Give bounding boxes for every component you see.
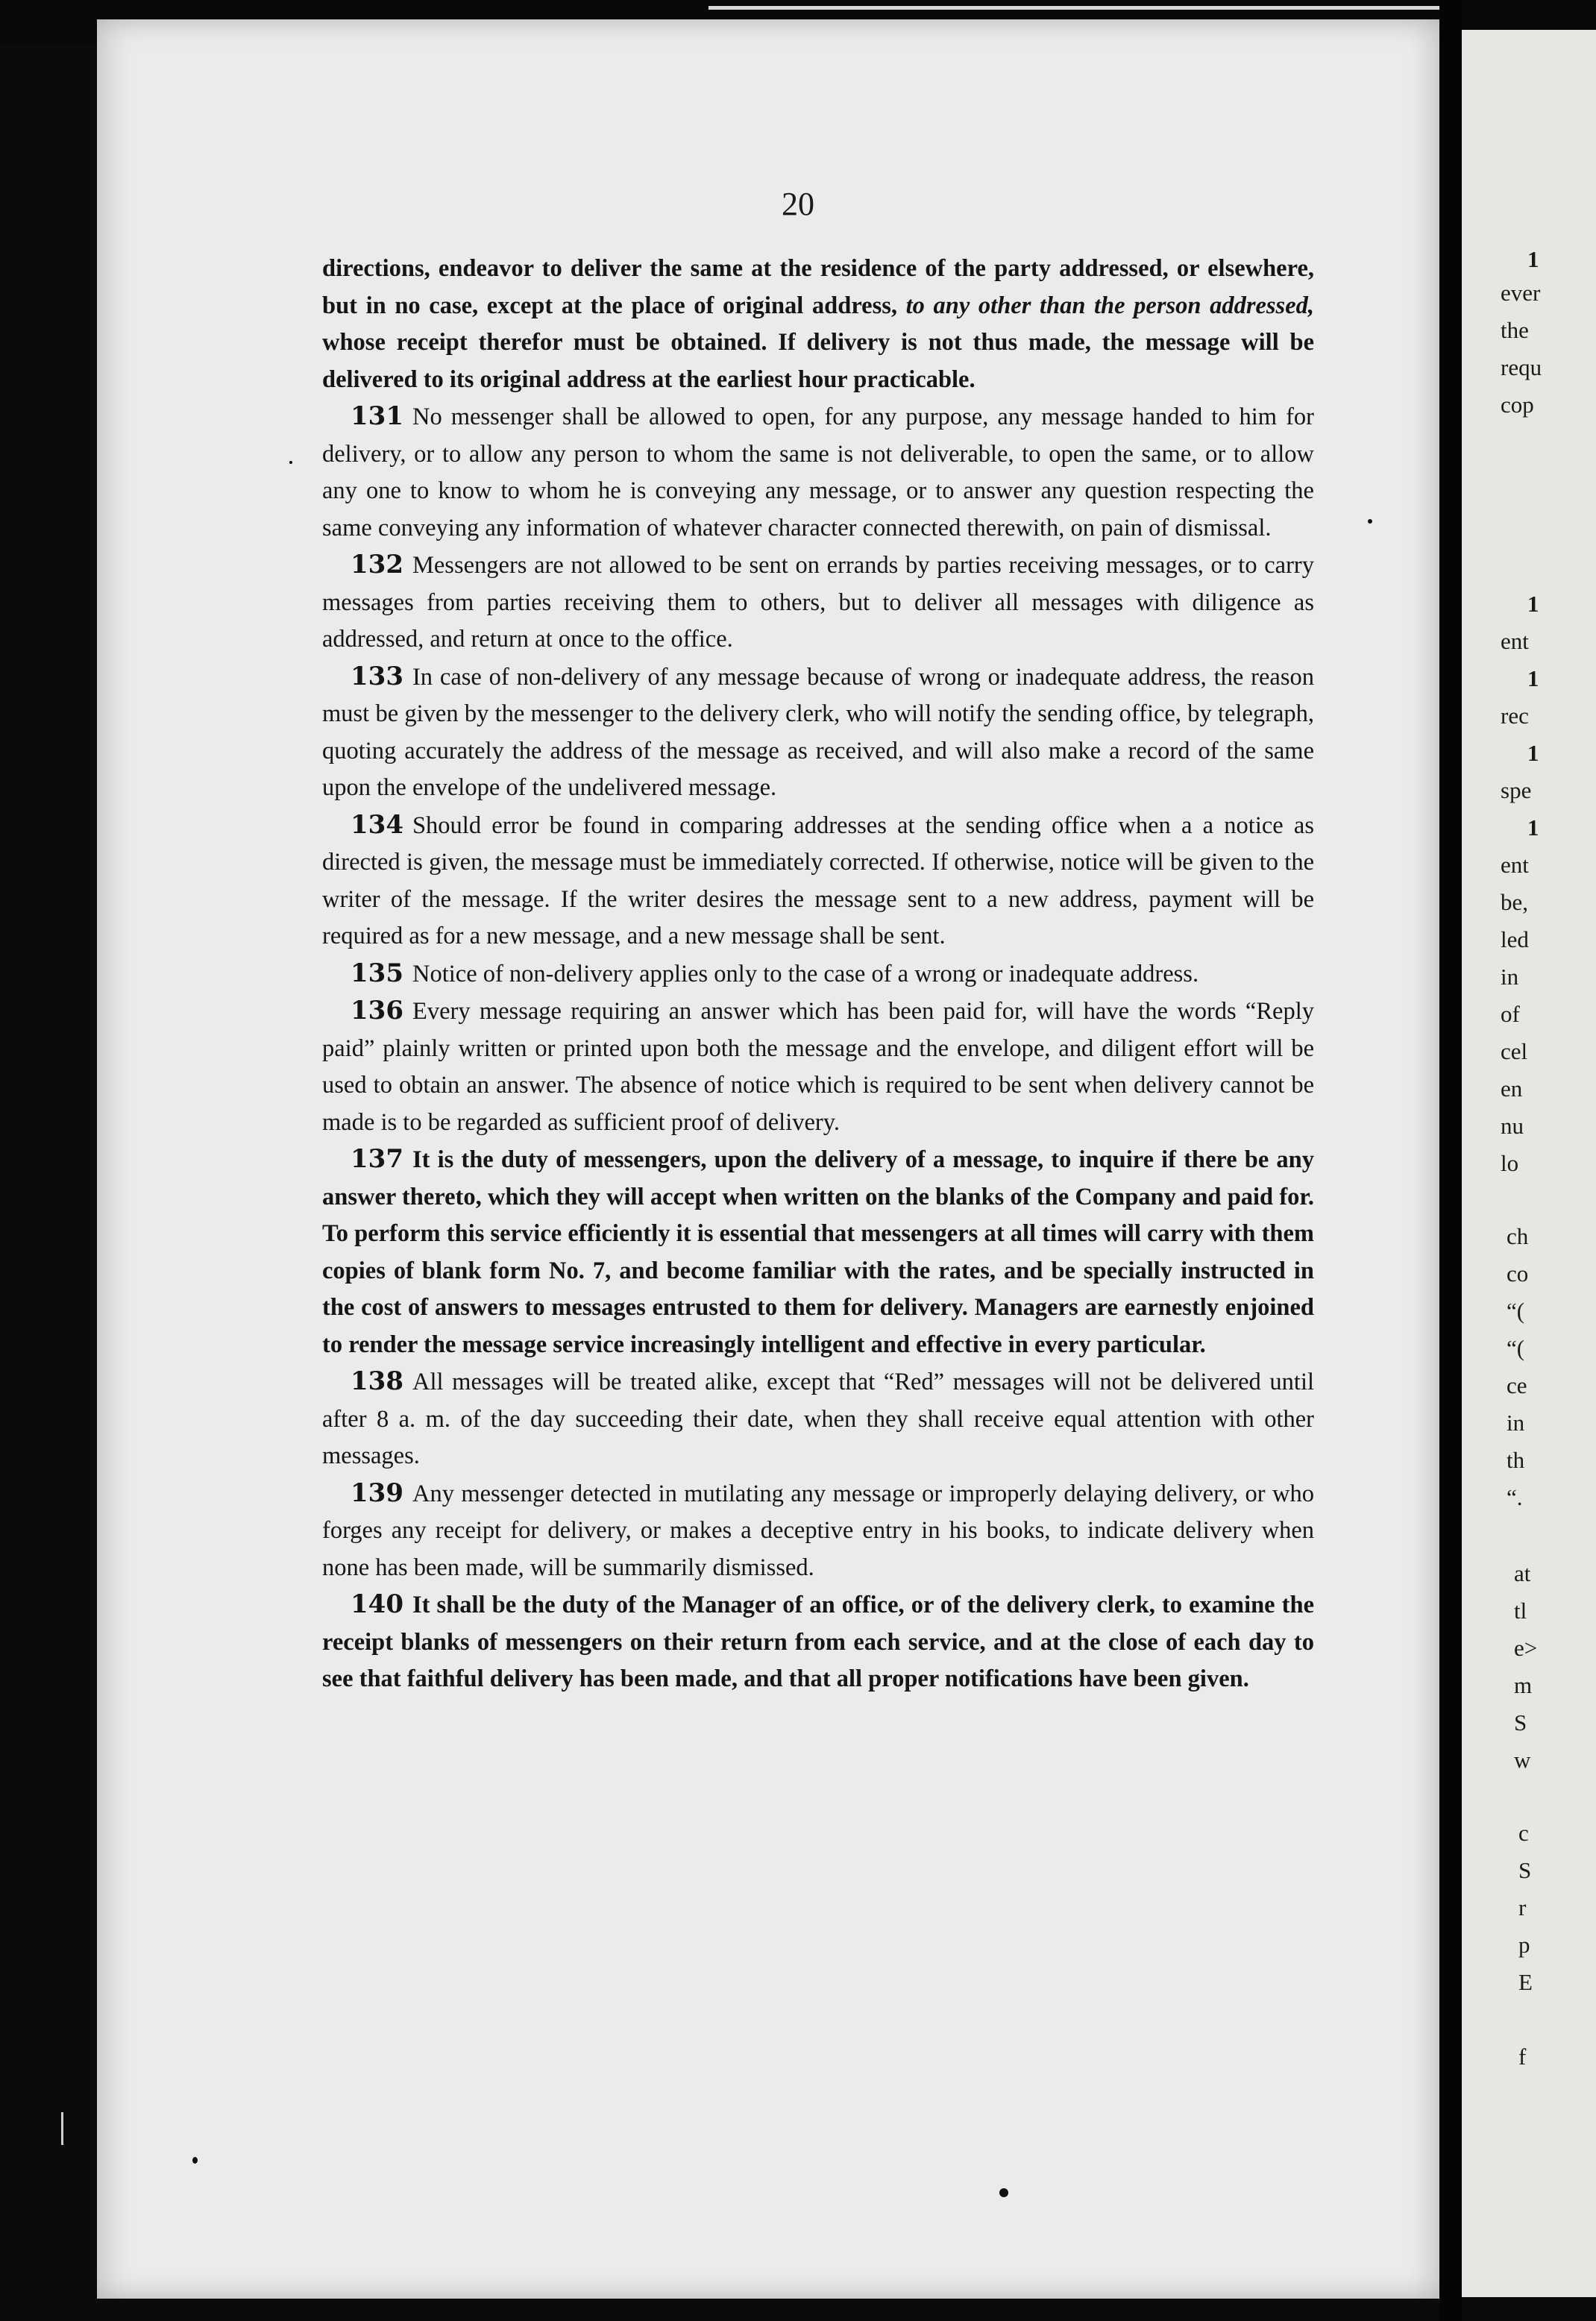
next-page-fragment: “( <box>1507 1335 1525 1361</box>
next-page-fragment: c <box>1518 1820 1529 1846</box>
rule-number: 132 <box>351 550 403 580</box>
intro-italic-segment: to any other than the person addressed, <box>905 292 1314 319</box>
rule-number: 140 <box>351 1589 403 1619</box>
next-page-fragment: co <box>1507 1260 1529 1287</box>
next-page-fragment: “. <box>1507 1484 1523 1510</box>
next-page-fragment: 1 <box>1527 814 1539 841</box>
rule-paragraph <box>322 1363 1314 1475</box>
next-page-fragment: requ <box>1501 354 1542 380</box>
next-page-fragment: ch <box>1507 1223 1529 1249</box>
rule-text: Notice of non-delivery applies only to the case of a wrong or inadequate address. <box>412 960 1199 987</box>
next-page-fragment: “( <box>1507 1298 1525 1324</box>
next-page-fragment: ent <box>1501 852 1529 878</box>
next-page-fragment: ce <box>1507 1372 1527 1398</box>
rule-text: In case of non-delivery of any message because of wrong or inadequate address, the reason must be given by the messenger to the delivery clerk, who will notify the sending office, by telegraph, quoting accurately the address of the message as received, and will also make a record of the same upon the envelope of the undelivered message. <box>322 663 1314 801</box>
next-page-fragment: S <box>1514 1709 1527 1736</box>
rule-paragraph <box>322 1141 1314 1363</box>
rule-text: Any messenger detected in mutilating any message or improperly delaying delivery, or who forges any receipt for delivery, or makes a deceptive entry in his books, to indicate delivery when none has been made, will be summarily dismissed. <box>322 1480 1314 1581</box>
scan-speck <box>999 2188 1008 2197</box>
rule-text: Every message requiring an answer which has been paid for, will have the words “Reply paid” plainly written or printed upon both the message and the envelope, and diligent effort will be used to obtain an answer. The absence of notice which is required to be sent when delivery cannot be made is to be regarded as sufficient proof of delivery. <box>322 998 1314 1136</box>
rule-number: 133 <box>351 661 403 691</box>
next-page-fragment: r <box>1518 1894 1527 1920</box>
rule-text: No messenger shall be allowed to open, for any purpose, any message handed to him for delivery, or to allow any person to whom the same is not deliverable, to open the same, or to allow any one to know to whom he is conveying any message, or to answer any question respecting the same conveying any information of whatever character connected therewith, on pain of dismissal. <box>322 403 1314 541</box>
next-page-fragment: rec <box>1501 703 1529 729</box>
rule-paragraph <box>322 398 1314 547</box>
scan-speck <box>192 2157 198 2164</box>
rule-paragraph <box>322 547 1314 659</box>
next-page-fragment: led <box>1501 926 1529 952</box>
rule-text: Messengers are not allowed to be sent on errands by parties receiving messages, or to carry messages from parties receiving them to others, but to deliver all messages with diligence as addressed, and return at once to the office. <box>322 552 1314 653</box>
rule-text: All messages will be treated alike, except that “Red” messages will not be delivered until after 8 a. m. of the day succeeding their date, when they shall receive equal attention with other messages. <box>322 1369 1314 1469</box>
next-page-fragment: in <box>1501 964 1519 990</box>
next-page-fragment: 1 <box>1527 246 1539 272</box>
rule-number: 138 <box>351 1366 403 1396</box>
next-page-fragment: S <box>1518 1857 1532 1883</box>
next-page-fragment: th <box>1507 1447 1525 1473</box>
rule-paragraph <box>322 1475 1314 1587</box>
scan-speck <box>289 461 292 464</box>
intro-segment: directions, endeavor to deliver the same at the residence of the party addressed, or elsewhere, but in no case, except at the place of original address, <box>322 255 1314 319</box>
rule-number: 135 <box>351 958 403 988</box>
scan-speck <box>1368 519 1372 524</box>
next-page-fragment: of <box>1501 1001 1520 1027</box>
next-page-fragment: ever <box>1501 280 1541 306</box>
rule-text: It shall be the duty of the Manager of an office, or of the delivery clerk, to examine the receipt blanks of messengers on their return from each service, and at the close of each day to see that faithful delivery has been made, and that all proper notifications have been given. <box>322 1592 1314 1692</box>
next-page-fragment: the <box>1501 317 1529 343</box>
rule-paragraph <box>322 1586 1314 1698</box>
scan-edge-mark <box>61 2112 63 2145</box>
next-page-fragment: lo <box>1501 1150 1519 1176</box>
next-page-fragment: spe <box>1501 777 1532 803</box>
rule-number: 131 <box>351 401 403 431</box>
next-page-fragment: ent <box>1501 628 1529 654</box>
intro-paragraph <box>322 251 1314 398</box>
next-page-fragment: 1 <box>1527 740 1539 766</box>
book-gutter <box>1439 0 1462 2321</box>
next-page-fragment: w <box>1514 1747 1531 1773</box>
next-page-fragment: p <box>1518 1932 1530 1958</box>
next-page-fragment: m <box>1514 1672 1533 1698</box>
intro-segment: whose receipt therefor must be obtained. If delivery is not thus made, the message will be delivered to its original address at the earliest hour practicable. <box>322 329 1314 393</box>
next-page-fragment: 1 <box>1527 665 1539 691</box>
rule-number: 137 <box>351 1144 403 1174</box>
next-page-fragment: e> <box>1514 1635 1538 1661</box>
rule-number: 134 <box>351 809 403 840</box>
rule-paragraph <box>322 659 1314 807</box>
rule-number: 136 <box>351 996 403 1026</box>
page-number: 20 <box>782 186 814 222</box>
next-page-fragment: E <box>1518 1969 1533 1995</box>
next-page-fragment: at <box>1514 1560 1531 1586</box>
next-page-fragment: 1 <box>1527 591 1539 617</box>
body-text <box>322 251 1314 1698</box>
next-page-fragment: be, <box>1501 889 1529 915</box>
next-page-fragment: tl <box>1514 1598 1527 1624</box>
rule-number: 139 <box>351 1477 403 1508</box>
right-page-edge <box>1462 30 1596 2297</box>
next-page-fragment: cel <box>1501 1038 1528 1064</box>
rule-text: Should error be found in comparing addresses at the sending office when a a notice as directed is given, the message must be immediately corrected. If otherwise, notice will be given to the writer of the message. If the writer desires the message sent to a new address, payment will be required as for a new message, and a new message shall be sent. <box>322 811 1314 949</box>
scan-top-strip <box>709 6 1454 10</box>
rule-paragraph <box>322 955 1314 993</box>
rule-paragraph <box>322 993 1314 1141</box>
next-page-fragment: cop <box>1501 392 1534 418</box>
next-page-fragment: in <box>1507 1410 1525 1436</box>
next-page-fragment: f <box>1518 2044 1527 2070</box>
rule-text: It is the duty of messengers, upon the delivery of a message, to inquire if there be any answer thereto, which they will accept when written on the blanks of the Company and paid for. To perform this service efficiently it is essential that messengers at all times will carry with them copies of blank form No. 7, and become familiar with the rates, and be specially instructed in the cost of answers to messages entrusted to them for delivery. Managers are earnestly enjoined to render the message service increasingly intelligent and effective in every particular. <box>322 1146 1314 1358</box>
next-page-fragment: en <box>1501 1075 1523 1102</box>
rule-paragraph <box>322 807 1314 955</box>
next-page-fragment: nu <box>1501 1113 1524 1139</box>
